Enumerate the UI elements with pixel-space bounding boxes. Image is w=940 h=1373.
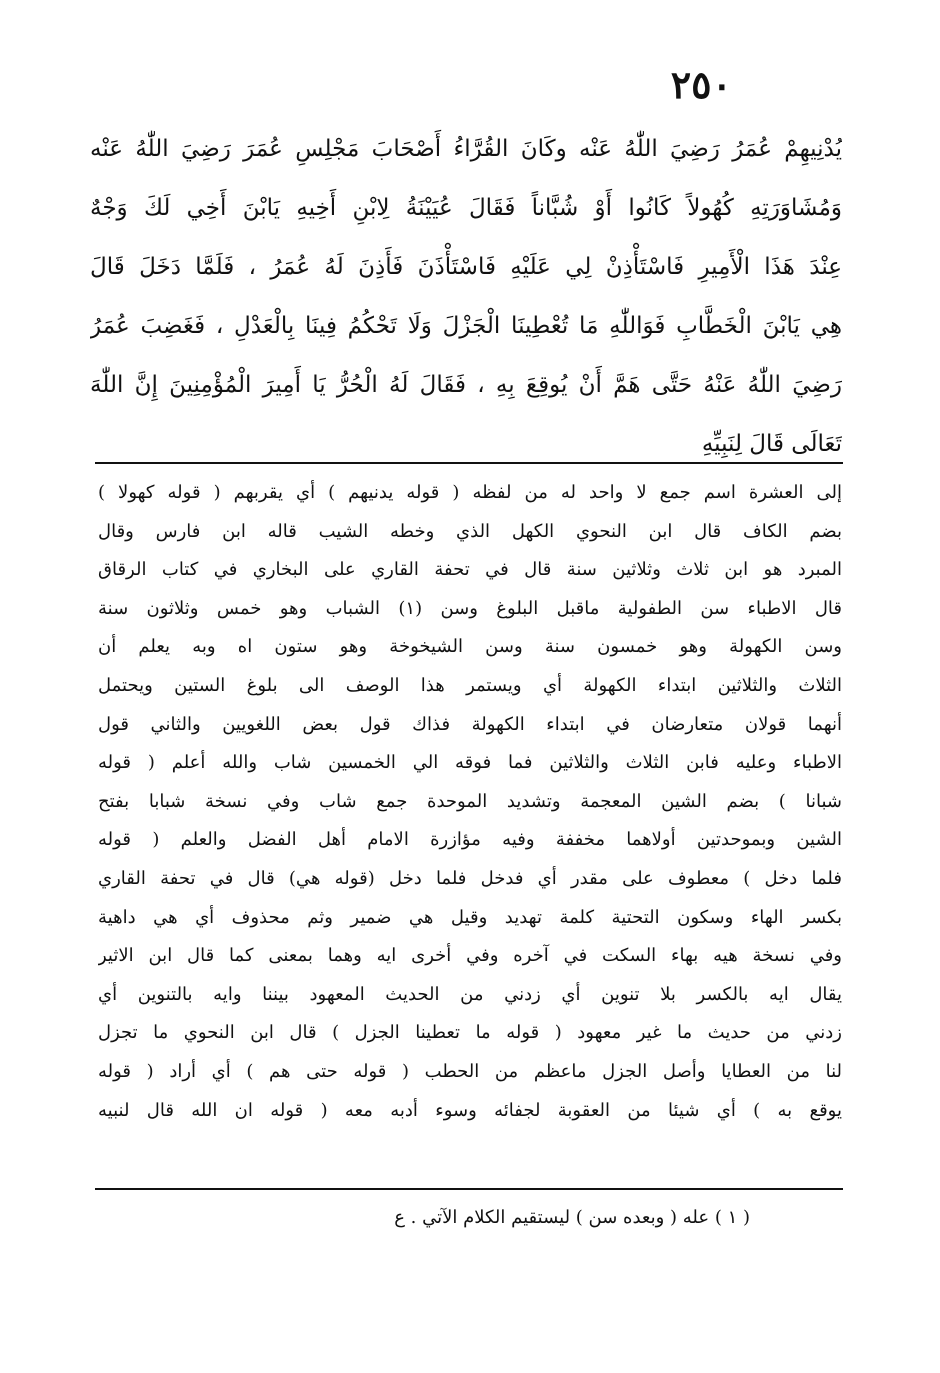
- main-text-line: هِي يَابْنَ الْخَطَّابِ فَوَاللّٰهِ مَا تُعْطِينَا الْجَزْلَ وَلَا تَحْكُمُ فِينَا بِالْعَدْلِ ، فَغَضِبَ عُمَرُ: [90, 313, 842, 339]
- commentary-line: إلى العشرة اسم جمع لا واحد له من لفظه ( قوله يدنيهم ) أي يقربهم ( قوله كهولا ): [98, 482, 842, 503]
- footnote-divider: [95, 1188, 843, 1190]
- commentary-line: لنا من العطايا وأصل الجزل ماعظم من الحطب ( قوله حتى هم ) أي أراد ( قوله: [98, 1060, 842, 1082]
- main-text-line: رَضِيَ اللّٰهُ عَنْهُ حَتَّى هَمَّ أَنْ يُوقِعَ بِهِ ، فَقَالَ لَهُ الْحُرُّ يَا أَمِيرَ الْمُؤْمِنِينَ إِنَّ اللّٰهَ: [90, 372, 842, 398]
- commentary-line: شبانا ) بضم الشين المعجمة وتشديد الموحدة جمع شاب وفي نسخة شبابا بفتح: [98, 790, 842, 812]
- commentary-line: الشين وبموحدتين أولاهما مخففة وفيه مؤازرة الامام أهل الفضل والعلم ( قوله: [98, 829, 842, 851]
- commentary-line: وسن الكهولة وهو خمسون سنة وسن الشيخوخة وهو ستون اه وبه يعلم أن: [98, 636, 842, 658]
- main-text-line: تَعَالَى قَالَ لِنَبِيِّهِ: [701, 431, 842, 457]
- commentary-line: قال الاطباء سن الطفولية ماقبل البلوغ وسن (١) الشباب وهو خمس وثلاثون سنة: [98, 597, 842, 619]
- main-text-line: يُدْنِيهِمْ عُمَرُ رَضِيَ اللّٰهُ عَنْه وكَانَ القُرَّاءُ أَصْحَابَ مَجْلِسِ عُمَرَ رَضِيَ اللّٰهُ عَنْه: [90, 136, 842, 162]
- commentary-line: الاطباء وعليه فابن الثلاث والثلاثين فما فوقه الي الخمسين شاب والله أعلم ( قوله: [98, 752, 842, 774]
- main-text-line: عِنْدَ هَذَا الْأَمِيرِ فَاسْتَأْذِنْ لِي عَلَيْهِ فَاسْتَأْذَنَ فَأَذِنَ لَهُ عُمَرُ ، فَلَمَّا دَخَلَ قَالَ: [90, 254, 842, 280]
- page-number: ٢٥٠: [670, 62, 732, 107]
- main-text-line: وَمُشَاوَرَتِهِ كُهُولاً كَانُوا أَوْ شُبَّاناً فَقَالَ عُيَيْنَةُ لِابْنِ أَخِيهِ يَابْنَ أَخِي لَكَ وَجْهٌ: [90, 195, 842, 221]
- commentary-line: يقال ايه بالكسر بلا تنوين أي زدني من الحديث المعهود بيننا وايه بالتنوين أي: [98, 983, 842, 1005]
- commentary-line: المبرد هو ابن ثلاث وثلاثين سنة قال في تحفة القاري على البخاري في كتاب الرقاق: [98, 559, 842, 581]
- commentary-line: وفي نسخة هيه بهاء السكت في آخره وفي أخرى ايه وهما بمعنى كما قال ابن الاثير: [98, 945, 842, 967]
- commentary-line: أنهما قولان متعارضان في ابتداء الكهولة فذاك قول بعض اللغويين والثاني قول: [98, 713, 842, 735]
- commentary-line: زدني من حديث ما غير معهود ( قوله ما تعطينا الجزل ) قال ابن النحوي ما تجزل: [98, 1022, 842, 1044]
- commentary-divider: [95, 462, 843, 464]
- commentary-line: بكسر الهاء وسكون التحتية كلمة تهديد وقيل هي ضمير وثم محذوف أي هي داهية: [98, 906, 842, 928]
- footnote: ( ١ ) عله ( وبعده سن ) ليستقيم الكلام الآتي . ع: [394, 1207, 750, 1228]
- commentary-line: الثلاث والثلاثين ابتداء الكهولة أي ويستمر هذا الوصف الى بلوغ الستين ويحتمل: [98, 674, 842, 696]
- commentary-line: فلما دخل ) معطوف على مقدر أي فدخل فلما دخل (قوله هي) قال في تحفة القاري: [98, 867, 842, 889]
- commentary-line: يوقع به ) أي شيئا من العقوبة لجفائه وسوء أدبه معه ( قوله ان الله قال لنبيه: [98, 1099, 842, 1121]
- commentary-block: [98, 474, 842, 1130]
- main-text-block: [90, 120, 842, 474]
- commentary-line: بضم الكاف قال ابن النحوي الكهل الذي وخطه الشيب قاله ابن فارس وقال: [98, 520, 842, 542]
